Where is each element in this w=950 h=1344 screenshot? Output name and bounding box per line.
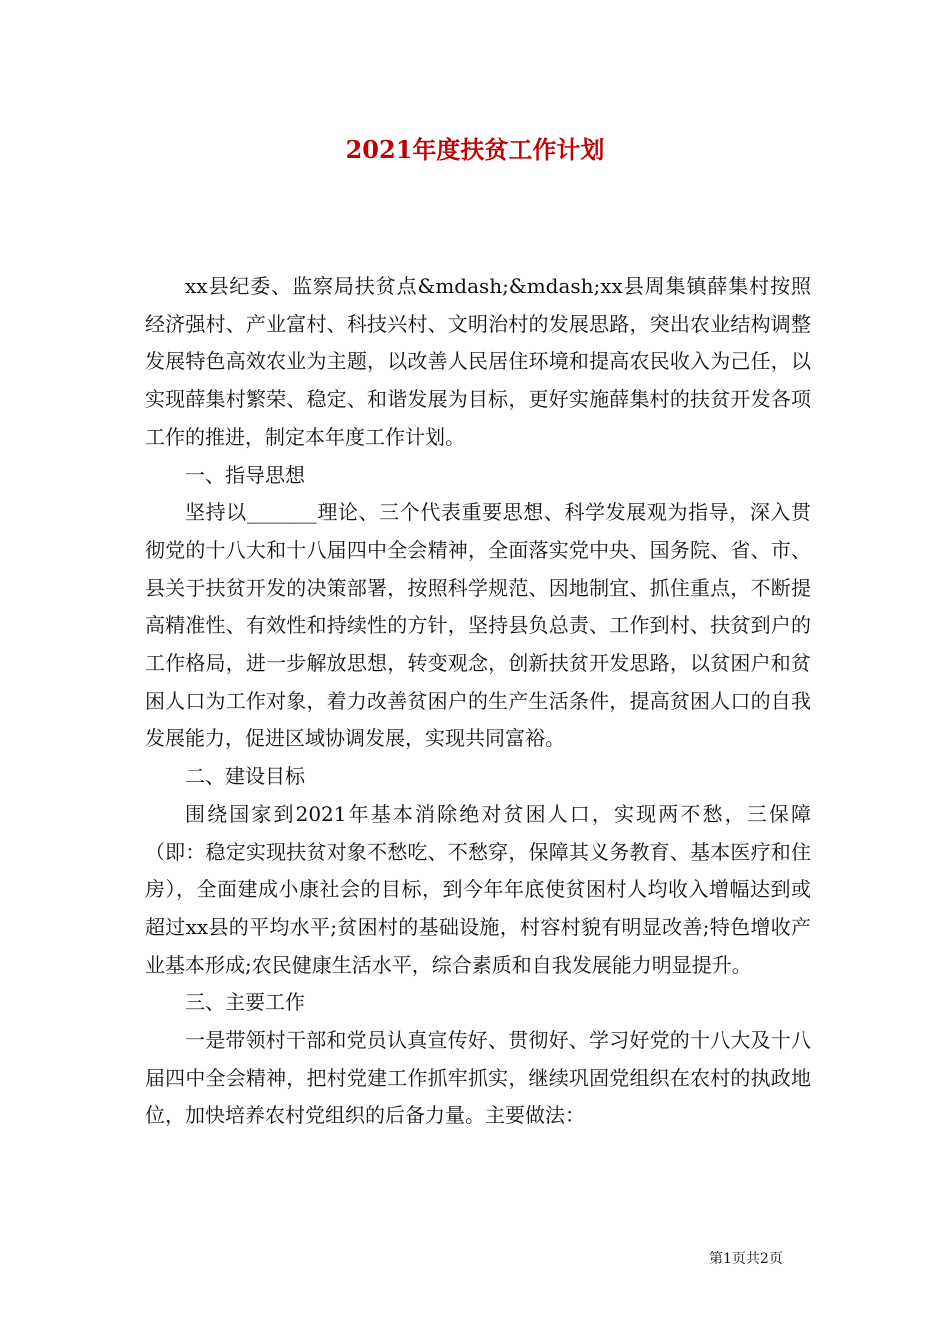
section-heading-main-work: 三、主要工作 [185,990,305,1015]
section-heading-guiding-ideology: 一、指导思想 [185,462,305,487]
main-work-paragraph: 一是带领村干部和党员认真宣传好、贯彻好、学习好党的十八大及十八届四中全会精神，把村党建工作抓牢抓实，继续巩固党组织在农村的执政地位，加快培养农村党组织的后备力量。主要做法： [145,1028,811,1128]
document-title: 2021年度扶贫工作计划 [345,135,605,164]
document-body [145,268,811,1135]
intro-paragraph: xx县纪委、监察局扶贫点&mdash;&mdash;xx县周集镇薛集村按照经济强村、产业富村、科技兴村、文明治村的发展思路，突出农业结构调整发展特色高效农业为主题，以改善人民居住环境和提高农民收入为己任，以实现薛集村繁荣、稳定、和谐发展为目标，更好实施薛集村的扶贫开发各项工作的推进，制定本年度工作计划。 [145,274,811,449]
page-number-footer: 第1页共2页 [709,1251,783,1267]
construction-goals-paragraph: 围绕国家到2021年基本消除绝对贫困人口，实现两不愁，三保障（即：稳定实现扶贫对象不愁吃、不愁穿，保障其义务教育、基本医疗和住房），全面建成小康社会的目标，到今年年底使贫困村人均收入增幅达到或超过xx县的平均水平;贫困村的基础设施，村容村貌有明显改善;特色增收产业基本形成;农民健康生活水平，综合素质和自我发展能力明显提升。 [145,801,811,977]
guiding-ideology-paragraph: 坚持以_______理论、三个代表重要思想、科学发展观为指导，深入贯彻党的十八大和十八届四中全会精神，全面落实党中央、国务院、省、市、县关于扶贫开发的决策部署，按照科学规范、因地制宜、抓住重点，不断提高精准性、有效性和持续性的方针，坚持县负总责、工作到村、扶贫到户的工作格局，进一步解放思想，转变观念，创新扶贫开发思路，以贫困户和贫困人口为工作对象，着力改善贫困户的生产生活条件，提高贫困人口的自我发展能力，促进区域协调发展，实现共同富裕。 [145,500,811,751]
section-heading-construction-goals: 二、建设目标 [185,764,305,789]
